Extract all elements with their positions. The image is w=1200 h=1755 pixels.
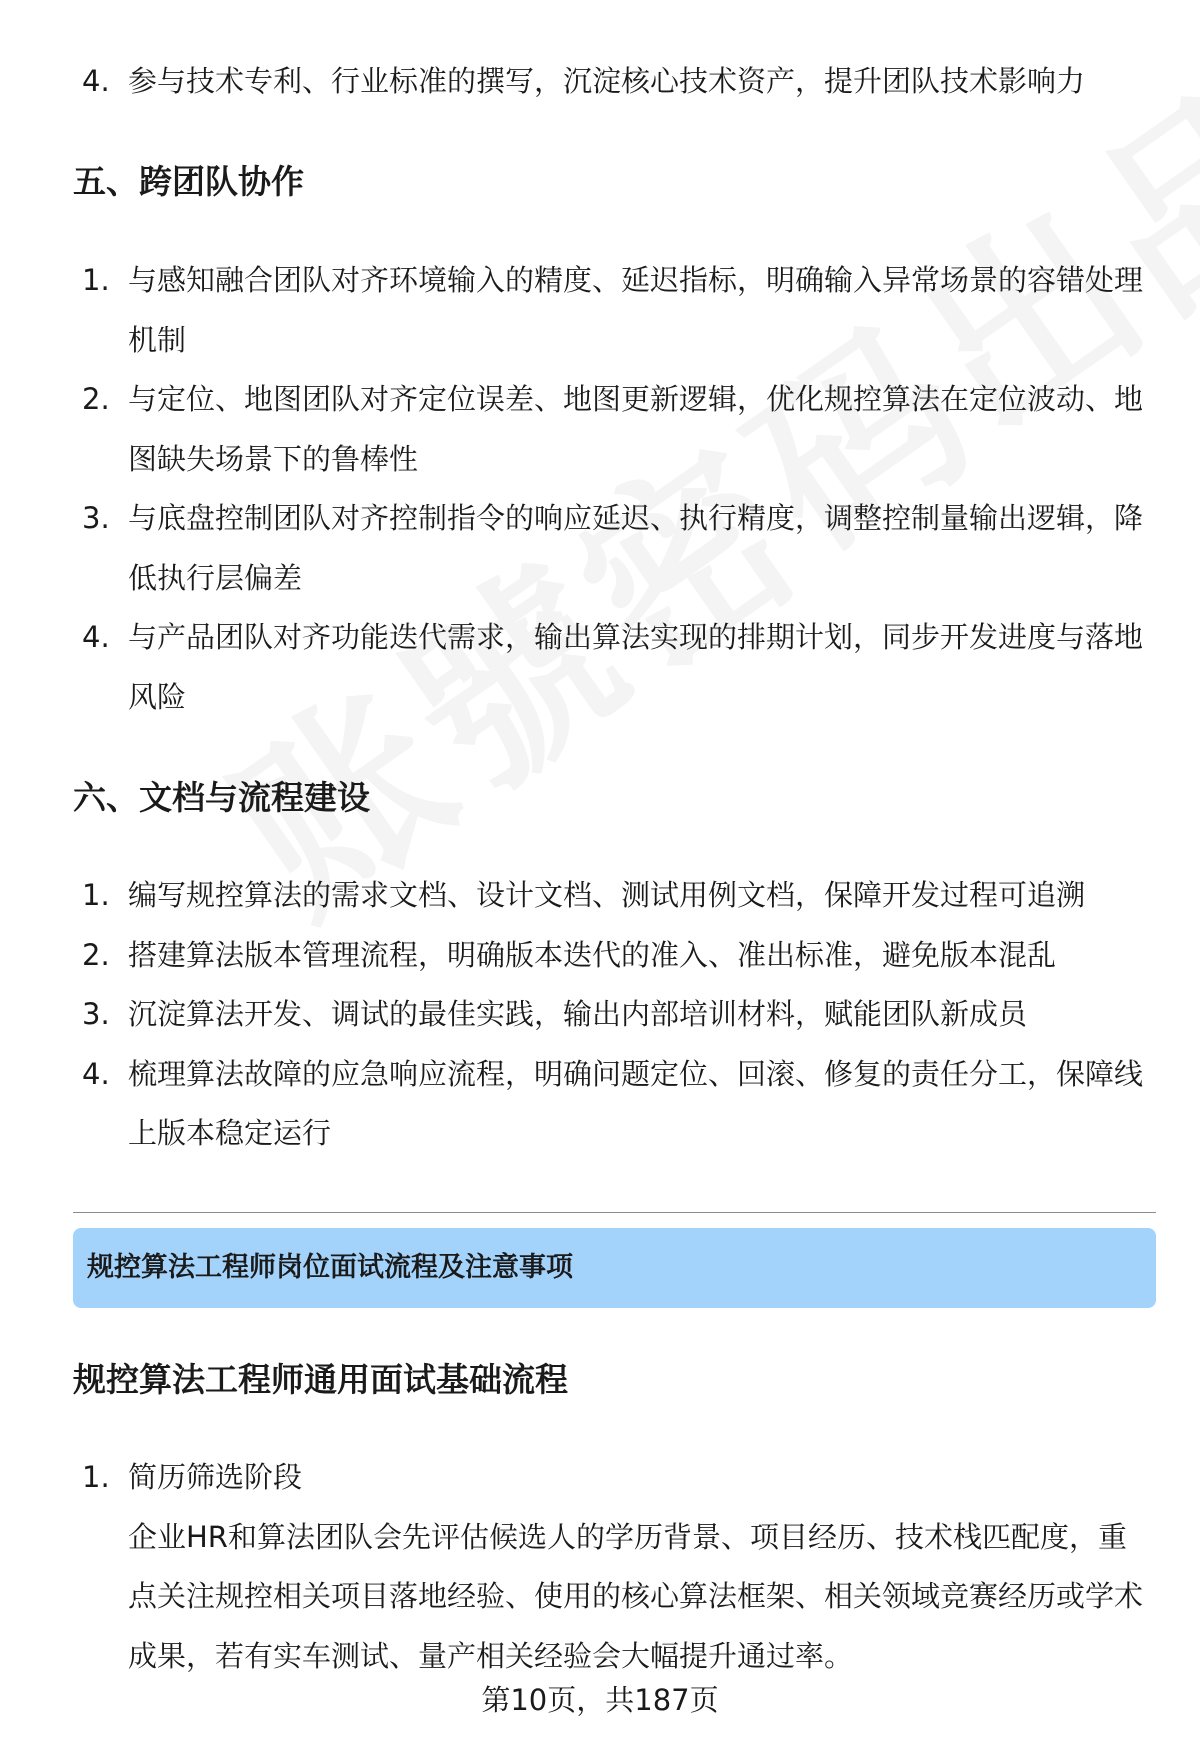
list-item-text: 沉淀算法开发、调试的最佳实践，输出内部培训材料，赋能团队新成员 [128, 997, 1028, 1031]
list-item [82, 370, 1152, 489]
list-item-description: 企业HR和算法团队会先评估候选人的学历背景、项目经历、技术栈匹配度，重点关注规控相关项目落地经验、使用的核心算法框架、相关领域竞赛经历或学术成果，若有实车测试、量产相关经验会大幅提升通过率。 [128, 1519, 1144, 1673]
page-number-footer: 第10页，共187页 [481, 1683, 719, 1717]
list-item [82, 1045, 1152, 1164]
section6-list [82, 866, 1152, 1164]
list-item-number: 1. [82, 263, 110, 297]
section-heading: 五、跨团队协作 [73, 162, 304, 201]
list-item [82, 926, 1152, 986]
list-item [82, 985, 1152, 1045]
list-item-text: 参与技术专利、行业标准的撰写，沉淀核心技术资产，提升团队技术影响力 [128, 64, 1086, 98]
list-item-text: 搭建算法版本管理流程，明确版本迭代的准入、准出标准，避免版本混乱 [128, 937, 1057, 972]
section5-list [82, 251, 1152, 727]
list-item [82, 866, 1152, 926]
list-item-number: 3. [82, 501, 110, 535]
list-item [82, 489, 1152, 608]
list-item-number: 1. [82, 878, 110, 912]
list-item-text: 编写规控算法的需求文档、设计文档、测试用例文档，保障开发过程可追溯 [128, 878, 1086, 912]
list-item-text: 与底盘控制团队对齐控制指令的响应延迟、执行精度，调整控制量输出逻辑，降低执行层偏差 [128, 501, 1144, 595]
list-item-number: 4. [82, 1056, 110, 1091]
list-item-heading: 简历筛选阶段 [128, 1460, 303, 1494]
horizontal-divider [73, 1212, 1156, 1213]
interview-process-list [82, 1448, 1152, 1686]
list-item-number: 1. [82, 1460, 110, 1494]
list-item [82, 608, 1152, 727]
list-item-number: 2. [82, 382, 110, 416]
list-item-text: 与产品团队对齐功能迭代需求，输出算法实现的排期计划，同步开发进度与落地风险 [128, 620, 1144, 714]
section-heading: 规控算法工程师通用面试基础流程 [73, 1360, 568, 1399]
list-item [82, 1448, 1152, 1686]
list-item-number: 2. [82, 937, 110, 972]
list-item-number: 4. [82, 64, 110, 98]
list-item-text: 梳理算法故障的应急响应流程，明确问题定位、回滚、修复的责任分工，保障线上版本稳定运行 [128, 1056, 1144, 1150]
list-item-number: 4. [82, 620, 110, 654]
list-item [82, 52, 1152, 112]
list-item-text: 与定位、地图团队对齐定位误差、地图更新逻辑，优化规控算法在定位波动、地图缺失场景下的鲁棒性 [128, 382, 1144, 476]
section-banner [73, 1228, 1156, 1308]
section-heading: 六、文档与流程建设 [73, 778, 370, 817]
list-item-text: 与感知融合团队对齐环境输入的精度、延迟指标，明确输入异常场景的容错处理机制 [128, 263, 1144, 357]
list-item [82, 251, 1152, 370]
section4-list [82, 52, 1152, 112]
banner-title: 规控算法工程师岗位面试流程及注意事项 [87, 1252, 573, 1283]
list-item-number: 3. [82, 997, 110, 1031]
